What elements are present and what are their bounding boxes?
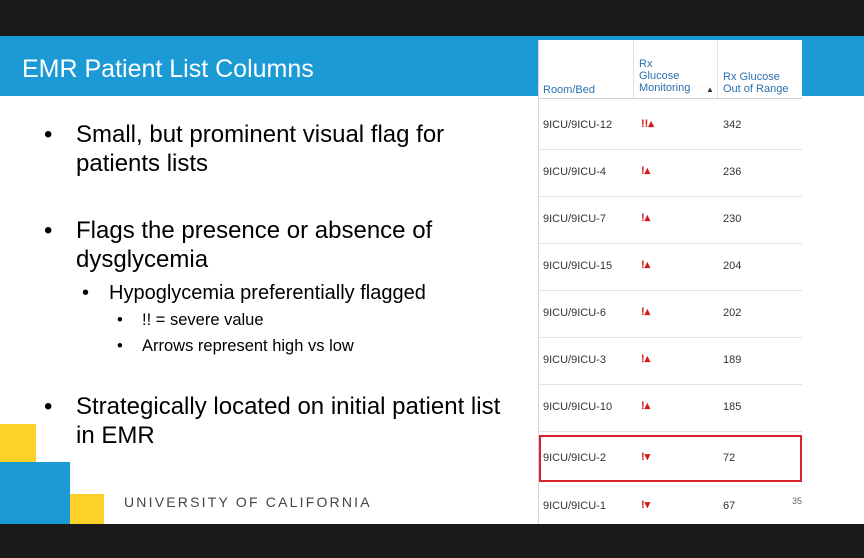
room-bed-cell: 9ICU/9ICU-1 — [543, 500, 606, 512]
col-header-rx-glucose-out-of-range[interactable] — [723, 71, 788, 95]
bullet-text: !! = severe value — [142, 311, 264, 329]
room-bed-cell: 9ICU/9ICU-12 — [543, 119, 613, 131]
bullet-dot: • — [44, 217, 53, 244]
top-letterbox — [0, 0, 864, 36]
glucose-value-cell: 189 — [723, 354, 742, 366]
emr-table-header — [539, 40, 802, 99]
room-bed-cell: 9ICU/9ICU-3 — [543, 354, 606, 366]
glucose-value-cell: 230 — [723, 213, 742, 225]
bullet-text: Strategically located on initial patient list in EMR — [76, 393, 501, 449]
glucose-flag-icon: !▾ — [641, 499, 651, 511]
decor-yellow-small-square — [70, 494, 104, 524]
bullet-text: Small, but prominent visual flag for patients lists — [76, 121, 445, 177]
glucose-flag-icon: !▴ — [641, 353, 651, 365]
room-bed-cell: 9ICU/9ICU-4 — [543, 166, 606, 178]
glucose-flag-icon: !▴ — [641, 400, 651, 412]
table-row[interactable] — [539, 102, 802, 150]
table-row[interactable] — [539, 243, 802, 291]
glucose-value-cell: 185 — [723, 401, 742, 413]
glucose-value-cell: 67 — [723, 500, 736, 512]
glucose-value-cell: 342 — [723, 119, 742, 131]
header-line: Rx Glucose — [723, 71, 780, 83]
table-row[interactable] — [539, 337, 802, 385]
room-bed-cell: 9ICU/9ICU-15 — [543, 260, 613, 272]
column-divider — [633, 40, 634, 98]
bullet-text: Hypoglycemia preferentially flagged — [109, 282, 426, 304]
bullet-text: Arrows represent high vs low — [142, 337, 354, 355]
table-row[interactable] — [539, 384, 802, 432]
room-bed-cell: 9ICU/9ICU-2 — [543, 452, 606, 464]
glucose-value-cell: 236 — [723, 166, 742, 178]
decor-yellow-square — [0, 424, 36, 462]
glucose-flag-icon: !▴ — [641, 306, 651, 318]
header-line: Rx — [639, 58, 653, 70]
slide-title: EMR Patient List Columns — [22, 55, 314, 83]
glucose-value-cell: 202 — [723, 307, 742, 319]
sort-up-icon[interactable]: ▲ — [706, 85, 714, 94]
footer-university: UNIVERSITY OF CALIFORNIA — [124, 494, 372, 510]
table-row[interactable] — [539, 483, 802, 524]
glucose-flag-icon: !▴ — [641, 165, 651, 177]
glucose-value-cell: 204 — [723, 260, 742, 272]
table-row[interactable] — [539, 149, 802, 197]
room-bed-cell: 9ICU/9ICU-10 — [543, 401, 613, 413]
emr-patient-list-screenshot — [538, 40, 802, 524]
page-number: 35 — [792, 496, 803, 506]
table-row[interactable] — [539, 290, 802, 338]
bottom-letterbox — [0, 524, 864, 558]
col-header-rx-glucose-monitoring[interactable] — [639, 58, 690, 94]
column-divider — [717, 40, 718, 98]
bullet-dot: • — [117, 311, 123, 329]
bullet-dot: • — [82, 282, 90, 304]
header-line: Glucose — [639, 70, 680, 82]
bullet-dot: • — [117, 337, 123, 355]
col-header-room-bed[interactable]: Room/Bed — [543, 84, 595, 96]
glucose-flag-icon: !▴ — [641, 259, 651, 271]
room-bed-cell: 9ICU/9ICU-7 — [543, 213, 606, 225]
bullet-dot: • — [44, 121, 53, 148]
bullet-dot: • — [44, 393, 53, 420]
slide — [0, 36, 864, 524]
decor-blue-square — [0, 462, 70, 524]
header-line: Monitoring — [639, 82, 691, 94]
table-row[interactable] — [539, 196, 802, 244]
bullet-text: Flags the presence or absence of dysglycemia — [76, 217, 433, 273]
room-bed-cell: 9ICU/9ICU-6 — [543, 307, 606, 319]
table-row-highlighted[interactable] — [539, 435, 802, 482]
glucose-value-cell: 72 — [723, 452, 736, 464]
glucose-flag-icon: !▾ — [641, 451, 651, 463]
glucose-flag-icon: !▴ — [641, 212, 651, 224]
glucose-flag-icon: !!▴ — [641, 118, 654, 130]
header-line: Out of Range — [723, 83, 789, 95]
